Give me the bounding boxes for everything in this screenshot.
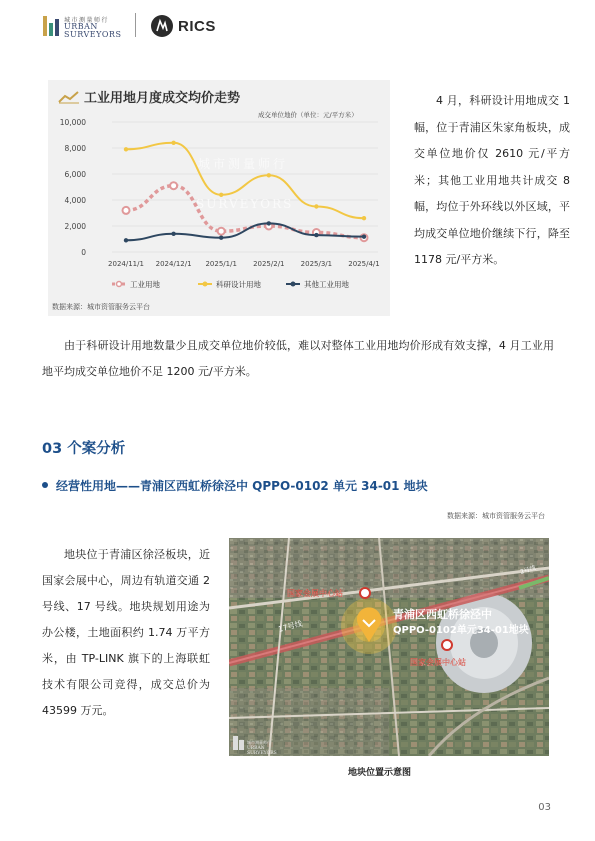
y-tick-label: 2,000 <box>64 222 86 231</box>
data-point <box>219 193 223 197</box>
map-site-label1: 青浦区西虹桥徐泾中 <box>393 608 492 621</box>
x-tick-label: 2025/1/1 <box>205 260 237 268</box>
map-watermark-en1: URBAN <box>247 746 265 751</box>
map-station2-label: 国家会展中心站 <box>410 658 466 667</box>
map-watermark-cn: 城市测量师行 <box>247 740 271 745</box>
chart-source: 数据来源：城市资管服务云平台 <box>52 303 150 311</box>
data-point <box>170 182 177 189</box>
section-title: 03 个案分析 <box>42 441 126 457</box>
data-point <box>362 216 366 220</box>
chart-unit-label: 成交单位地价（单位：元/平方米） <box>258 111 358 119</box>
data-point <box>314 204 318 208</box>
map-watermark-en2: SURVEYORS <box>247 751 277 756</box>
case-title-text: 经营性用地——青浦区西虹桥徐泾中 QPPO-0102 单元 34-01 地块 <box>56 479 428 493</box>
data-point <box>171 141 175 145</box>
chart-title: 工业用地月度成交均价走势 <box>84 91 241 106</box>
page-number: 03 <box>538 802 551 813</box>
map-site-label2: QPPO-0102单元34-01地块 <box>393 625 529 636</box>
case-title <box>42 477 428 494</box>
x-tick-label: 2024/12/1 <box>155 260 192 268</box>
map-station1-label: 国家会展中心站 <box>287 589 343 598</box>
map-caption: 地块位置示意图 <box>348 768 412 778</box>
legend-label: 科研设计用地 <box>216 280 261 289</box>
data-point <box>267 221 271 225</box>
legend-label: 其他工业用地 <box>304 280 349 289</box>
header-divider <box>135 13 136 37</box>
legend-label: 工业用地 <box>130 280 160 289</box>
legend-marker <box>203 282 208 287</box>
logo-chinese-name: 城市测量师行 <box>64 17 110 24</box>
legend-marker <box>117 282 122 287</box>
logo-english-line2: SURVEYORS <box>64 30 122 39</box>
data-point <box>218 228 225 235</box>
y-tick-label: 10,000 <box>59 118 86 127</box>
data-point <box>314 233 318 237</box>
y-tick-label: 8,000 <box>64 144 86 153</box>
rics-text: RICS <box>178 18 216 35</box>
y-tick-label: 0 <box>81 248 86 257</box>
urban-surveyors-logo <box>42 13 122 39</box>
data-point <box>171 232 175 236</box>
y-tick-label: 6,000 <box>64 170 86 179</box>
x-tick-label: 2025/3/1 <box>300 260 333 268</box>
rics-emblem-icon <box>150 14 174 38</box>
urban-surveyors-mark-icon <box>42 15 60 37</box>
x-tick-label: 2025/4/1 <box>348 260 380 268</box>
chart-watermark: 城市测量师行 <box>198 157 289 171</box>
map-graphic <box>229 538 549 756</box>
chart-commentary: 4 月，科研设计用地成交 1 幅，位于青浦区朱家角板块，成交单位地价仅 2610 元/平方米；其他工业用地共计成交 8 幅，均位于外环线以外区域，平均成交单位地价继续下行，降至 1178 元/平方米。 <box>414 94 570 266</box>
map-line17-label: 17号线 <box>277 618 304 634</box>
data-point <box>267 173 271 177</box>
x-tick-label: 2025/2/1 <box>253 260 285 268</box>
map-line2-label: 2号线 <box>519 564 537 576</box>
case-source: 数据来源：城市资管服务云平台 <box>447 512 545 520</box>
summary-paragraph: 由于科研设计用地数量少且成交单位地价较低，难以对整体工业用地均价形成有效支撑，4 月工业用地平均成交单位地价不足 1200 元/平方米。 <box>42 339 554 378</box>
bullet-dot-icon <box>42 482 48 488</box>
case-description: 地块位于青浦区徐泾板块，近国家会展中心，周边有轨道交通 2 号线、17 号线。地块规划用途为办公楼，土地面积约 1.74 万平方米，由 TP-LINK 旗下的上海联虹技术有限公司竞得，成交总价为 43599 万元。 <box>42 548 210 717</box>
logo-english-line1: URBAN <box>64 22 98 31</box>
site-location-map <box>229 538 549 756</box>
data-point <box>219 236 223 240</box>
data-point <box>362 234 366 238</box>
x-tick-label: 2024/11/1 <box>108 260 144 268</box>
chart-watermark-en: SURVEYORS <box>196 197 294 211</box>
data-point <box>124 238 128 242</box>
chart-panel <box>48 80 390 316</box>
data-point <box>124 147 128 151</box>
line-chart <box>48 80 390 316</box>
legend-marker <box>291 282 296 287</box>
y-tick-label: 4,000 <box>64 196 86 205</box>
data-point <box>123 207 130 214</box>
